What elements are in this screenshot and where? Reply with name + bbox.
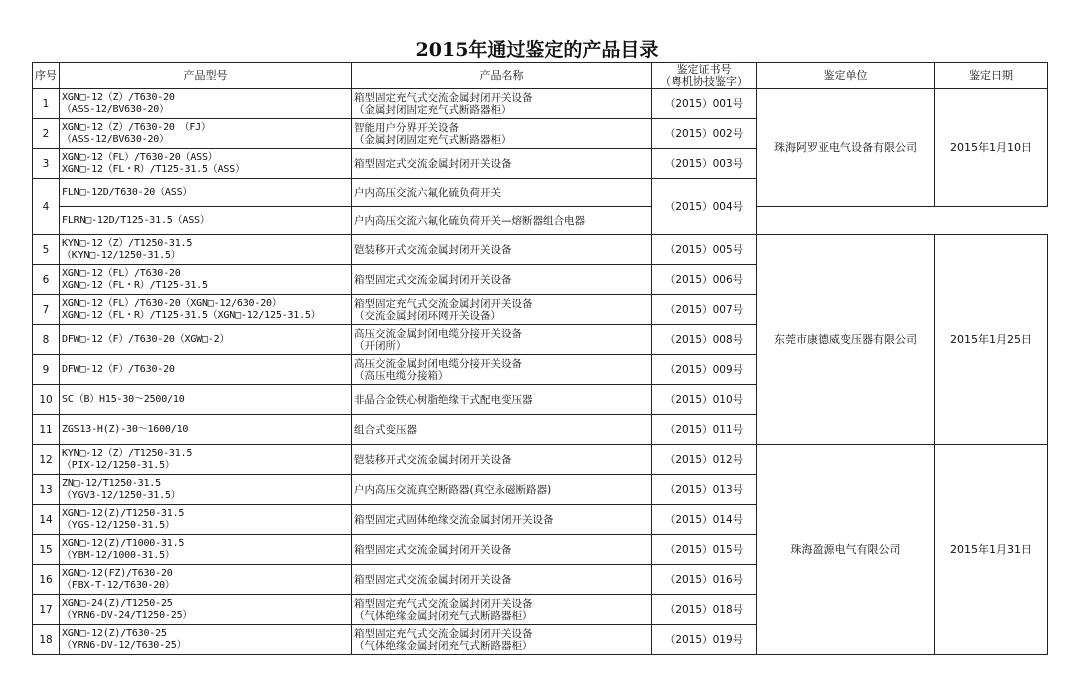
cell-name — [352, 355, 652, 385]
cell-name — [352, 149, 652, 179]
cell-model-line: （FBX-T-12/T630-20） — [62, 579, 175, 591]
cell-cert: （2015）013号 — [652, 475, 757, 505]
header-name: 产品名称 — [352, 63, 652, 89]
cell-model-line: KYN□-12（Z）/T1250-31.5 — [62, 237, 193, 249]
cell-name-line: 箱型固定式交流金属封闭开关设备 — [354, 157, 512, 170]
cell-no: 4 — [33, 179, 60, 235]
cell-name — [352, 505, 652, 535]
cell-no: 7 — [33, 295, 60, 325]
cell-model-line: ZGS13-H(Z)-30～1600/10 — [62, 423, 189, 435]
cell-model — [60, 179, 352, 207]
cell-name — [352, 385, 652, 415]
cell-no: 3 — [33, 149, 60, 179]
cell-name — [352, 265, 652, 295]
cell-model — [60, 265, 352, 295]
cell-model — [60, 89, 352, 119]
cell-model-line: （PIX-12/1250-31.5） — [62, 459, 175, 471]
cell-model — [60, 475, 352, 505]
cell-name — [352, 535, 652, 565]
header-cert-line2: （粤机协技鉴字） — [660, 74, 748, 88]
cell-name-line: （气体绝缘金属封闭充气式断路器柜） — [354, 639, 533, 652]
cell-no: 6 — [33, 265, 60, 295]
cell-model — [60, 325, 352, 355]
header-model: 产品型号 — [60, 63, 352, 89]
cell-unit: 珠海阿罗亚电气设备有限公司 — [757, 89, 935, 207]
table-body — [33, 89, 1048, 655]
cell-model-line: XGN□-12（FL）/T630-20（ASS） — [62, 151, 218, 163]
cell-cert: （2015）011号 — [652, 415, 757, 445]
cell-model-line: XGN□-12（FL・R）/T125-31.5（XGN□-12/125-31.5） — [62, 309, 321, 321]
cell-no: 15 — [33, 535, 60, 565]
cell-model — [60, 535, 352, 565]
cell-name-line: 组合式变压器 — [354, 423, 417, 436]
cell-model-line: （YGS-12/1250-31.5） — [62, 519, 175, 531]
cell-model-line: XGN□-12(Z)/T1000-31.5 — [62, 537, 185, 549]
cell-name-line: 非晶合金铁心树脂绝缘干式配电变压器 — [354, 393, 533, 406]
cell-model-line: XGN□-12(Z)/T630-25 — [62, 627, 167, 639]
cell-name-line: 箱型固定式固体绝缘交流金属封闭开关设备 — [354, 513, 554, 526]
cell-cert: （2015）010号 — [652, 385, 757, 415]
cell-cert: （2015）008号 — [652, 325, 757, 355]
cell-model — [60, 295, 352, 325]
cell-name-line: 箱型固定式交流金属封闭开关设备 — [354, 273, 512, 286]
header-cert-line1: 鉴定证书号 — [676, 62, 732, 76]
cell-no: 5 — [33, 235, 60, 265]
cell-no: 16 — [33, 565, 60, 595]
cell-name-line: （开闭所） — [354, 339, 407, 352]
cell-name — [352, 475, 652, 505]
cell-model — [60, 505, 352, 535]
cell-model — [60, 625, 352, 655]
cell-model — [60, 595, 352, 625]
cell-name-line: （交流金属封闭环网开关设备） — [354, 309, 501, 322]
cell-name — [352, 595, 652, 625]
cell-cert: （2015）003号 — [652, 149, 757, 179]
cell-model-line: XGN□-12（FL）/T630-20 — [62, 267, 181, 279]
cell-no: 18 — [33, 625, 60, 655]
cell-model — [60, 207, 352, 235]
cell-name-line: 箱型固定充气式交流金属封闭开关设备 — [354, 91, 533, 104]
cell-model-line: （YRN6-DV-24/T1250-25） — [62, 609, 193, 621]
cell-model-line: XGN□-12（FL・R）/T125-31.5（ASS） — [62, 163, 245, 175]
cell-model — [60, 385, 352, 415]
cell-model-line: XGN□-12(Z)/T1250-31.5 — [62, 507, 185, 519]
cell-name — [352, 565, 652, 595]
cell-cert: （2015）016号 — [652, 565, 757, 595]
cell-no: 2 — [33, 119, 60, 149]
table-row — [33, 445, 1048, 475]
cell-cert: （2015）001号 — [652, 89, 757, 119]
cell-name-line: 户内高压交流六氟化硫负荷开关—熔断器组合电器 — [354, 214, 585, 227]
cell-model — [60, 415, 352, 445]
cell-model-line: FLN□-12D/T630-20（ASS） — [62, 186, 193, 198]
cell-name — [352, 625, 652, 655]
cell-model-line: （ASS-12/BV630-20） — [62, 133, 169, 145]
cell-name-line: 智能用户分界开关设备 — [354, 121, 459, 134]
cell-name-line: 高压交流金属封闭电缆分接开关设备 — [354, 327, 522, 340]
cell-name — [352, 445, 652, 475]
table-row — [33, 235, 1048, 265]
cell-model-line: DFW□-12（F）/T630-20 — [62, 363, 175, 375]
cell-name-line: （金属封闭固定充气式断路器柜） — [354, 103, 512, 116]
cell-cert: （2015）006号 — [652, 265, 757, 295]
cell-name — [352, 325, 652, 355]
cell-model-line: （YGV3-12/1250-31.5） — [62, 489, 181, 501]
product-catalog-table — [32, 62, 1048, 655]
cell-name-line: （金属封闭固定充气式断路器柜） — [354, 133, 512, 146]
cell-model — [60, 445, 352, 475]
cell-cert: （2015）014号 — [652, 505, 757, 535]
cell-no: 9 — [33, 355, 60, 385]
cell-name-line: 户内高压交流六氟化硫负荷开关 — [354, 186, 501, 199]
cell-model — [60, 235, 352, 265]
cell-name — [352, 415, 652, 445]
cell-name — [352, 179, 652, 207]
cell-no: 12 — [33, 445, 60, 475]
cell-model-line: XGN□-12（Z）/T630-20 — [62, 91, 175, 103]
cell-name — [352, 89, 652, 119]
cell-model-line: DFW□-12（F）/T630-20（XGW□-2） — [62, 333, 230, 345]
cell-name-line: 箱型固定充气式交流金属封闭开关设备 — [354, 297, 533, 310]
cell-cert: （2015）018号 — [652, 595, 757, 625]
cell-date: 2015年1月31日 — [935, 445, 1048, 655]
cell-no: 10 — [33, 385, 60, 415]
cell-no: 8 — [33, 325, 60, 355]
cell-no: 1 — [33, 89, 60, 119]
cell-model-line: XGN□-24(Z)/T1250-25 — [62, 597, 173, 609]
cell-model-line: FLRN□-12D/T125-31.5（ASS） — [62, 214, 210, 226]
header-cert — [652, 63, 757, 89]
cell-model-line: XGN□-12（Z）/T630-20 （FJ） — [62, 121, 211, 133]
cell-model — [60, 119, 352, 149]
cell-model — [60, 355, 352, 385]
cell-cert: （2015）005号 — [652, 235, 757, 265]
page-title: 2015年通过鉴定的产品目录 — [415, 39, 659, 61]
cell-model-line: （YRN6-DV-12/T630-25） — [62, 639, 187, 651]
cell-name-line: 箱型固定式交流金属封闭开关设备 — [354, 573, 512, 586]
cell-cert: （2015）004号 — [652, 179, 757, 235]
header-unit: 鉴定单位 — [757, 63, 935, 89]
cell-date: 2015年1月10日 — [935, 89, 1048, 207]
cell-model-line: XGN□-12（FL）/T630-20（XGN□-12/630-20） — [62, 297, 282, 309]
cell-model-line: SC（B）H15-30～2500/10 — [62, 393, 185, 405]
cell-name-line: 箱型固定充气式交流金属封闭开关设备 — [354, 597, 533, 610]
cell-model-line: XGN□-12(FZ)/T630-20 — [62, 567, 173, 579]
cell-cert: （2015）009号 — [652, 355, 757, 385]
cell-model-line: ZN□-12/T1250-31.5 — [62, 477, 161, 489]
cell-name-line: 铠装移开式交流金属封闭开关设备 — [354, 243, 512, 256]
cell-name — [352, 119, 652, 149]
header-date: 鉴定日期 — [935, 63, 1048, 89]
cell-name — [352, 207, 652, 235]
cell-model-line: （YBM-12/1000-31.5） — [62, 549, 175, 561]
cell-model-line: KYN□-12（Z）/T1250-31.5 — [62, 447, 193, 459]
cell-model-line: （ASS-12/BV630-20） — [62, 103, 169, 115]
cell-unit: 珠海盈源电气有限公司 — [757, 445, 935, 655]
cell-name-line: （高压电缆分接箱） — [354, 369, 449, 382]
table-row — [33, 89, 1048, 119]
cell-model-line: XGN□-12（FL・R）/T125-31.5 — [62, 279, 208, 291]
cell-unit: 东莞市康德威变压器有限公司 — [757, 235, 935, 445]
cell-name — [352, 295, 652, 325]
cell-name-line: 高压交流金属封闭电缆分接开关设备 — [354, 357, 522, 370]
cell-no: 11 — [33, 415, 60, 445]
cell-model — [60, 149, 352, 179]
cell-name-line: （气体绝缘金属封闭充气式断路器柜） — [354, 609, 533, 622]
cell-cert: （2015）007号 — [652, 295, 757, 325]
cell-model-line: （KYN□-12/1250-31.5） — [62, 249, 181, 261]
cell-no: 14 — [33, 505, 60, 535]
table-row — [33, 207, 1048, 235]
cell-cert: （2015）019号 — [652, 625, 757, 655]
cell-cert: （2015）015号 — [652, 535, 757, 565]
cell-name-line: 箱型固定式交流金属封闭开关设备 — [354, 543, 512, 556]
cell-name-line: 户内高压交流真空断路器(真空永磁断路器) — [354, 483, 552, 496]
cell-date: 2015年1月25日 — [935, 235, 1048, 445]
cell-no: 17 — [33, 595, 60, 625]
cell-no: 13 — [33, 475, 60, 505]
cell-cert: （2015）002号 — [652, 119, 757, 149]
cell-name-line: 箱型固定充气式交流金属封闭开关设备 — [354, 627, 533, 640]
cell-name — [352, 235, 652, 265]
cell-model — [60, 565, 352, 595]
header-row — [33, 63, 1048, 89]
header-no: 序号 — [33, 63, 60, 89]
cell-name-line: 铠装移开式交流金属封闭开关设备 — [354, 453, 512, 466]
cell-cert: （2015）012号 — [652, 445, 757, 475]
